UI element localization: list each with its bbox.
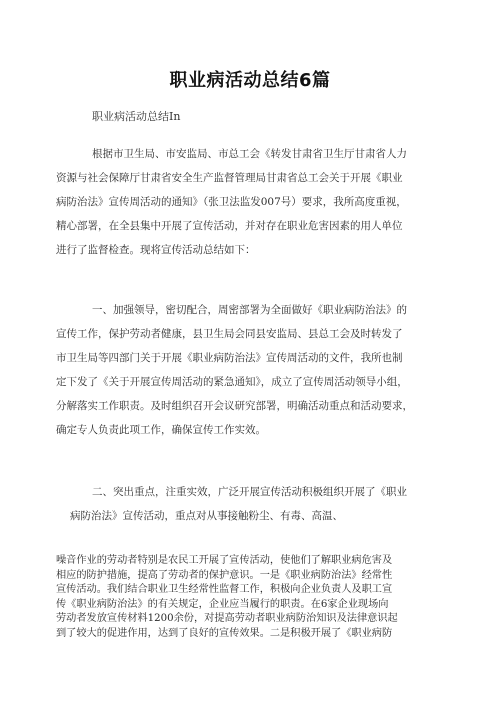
text-line: 病防治法》宣传活动，重点对从事接触粉尘、有毒、高温、 (70, 510, 343, 522)
text-line: 传《职业病防治法》的有关规定，企业应当履行的职责。在6家企业现场向 (56, 598, 389, 610)
text-line: 精心部署，在全县集中开展了宣传活动，并对存在职业危害因素的用人单位 (56, 220, 403, 232)
document-title: 职业病活动总结6篇 (169, 70, 331, 91)
text-line: 资源与社会保障厅甘肃省安全生产监督管理局甘肃省总工会关于开展《职业 (56, 172, 403, 184)
paragraph-1 (56, 142, 448, 262)
text-line: 分解落实工作职责。及时组织召开会议研究部署，明确活动重点和活动要求， (56, 400, 413, 412)
document-subtitle: 职业病活动总结In (92, 110, 181, 123)
text-line: 宣传工作，保护劳动者健康，县卫生局会同县安监局、县总工会及时转发了 (56, 328, 403, 340)
text-line: 劳动者发放宣传材料1200余份，对提高劳动者职业病防治知识及法律意识起 (56, 613, 398, 624)
text-line: 二、突出重点，注重实效，广泛开展宣传活动积极组织开展了《职业 (92, 486, 407, 498)
text-line: 到了较大的促进作用，达到了良好的宣传效果。二是积极开展了《职业病防 (56, 627, 393, 639)
text-line: 一、加强领导，密切配合，周密部署为全面做好《职业病防治法》的 (92, 304, 407, 316)
text-line: 市卫生局等四部门关于开展《职业病防治法》宣传周活动的文件，我所也制 (56, 352, 403, 364)
paragraph-4 (56, 554, 454, 641)
text-line: 确定专人负责此项工作，确保宣传工作实效。 (56, 424, 266, 436)
paragraph-2 (56, 298, 448, 442)
text-line: 病防治法》宣传周活动的通知》（张卫法监发007号）要求，我所高度重视， (56, 196, 407, 208)
paragraph-3 (56, 480, 448, 528)
text-line: 宣传活动。我们结合职业卫生经常性监督工作，积极向企业负责人及职工宣 (56, 584, 393, 595)
text-line: 定下发了《关于开展宣传周活动的紧急通知》，成立了宣传周活动领导小组， (56, 376, 408, 388)
text-line: 相应的防护措施，提高了劳动者的保护意识。一是《职业病防治法》经常性 (56, 569, 393, 581)
text-line: 根据市卫生局、市安监局、市总工会《转发甘肃省卫生厅甘肃省人力 (92, 148, 407, 160)
text-line: 噪音作业的劳动者特别是农民工开展了宣传活动，使他们了解职业病危害及 (56, 555, 393, 566)
text-line: 进行了监督检查。现将宣传活动总结如下： (56, 244, 256, 256)
